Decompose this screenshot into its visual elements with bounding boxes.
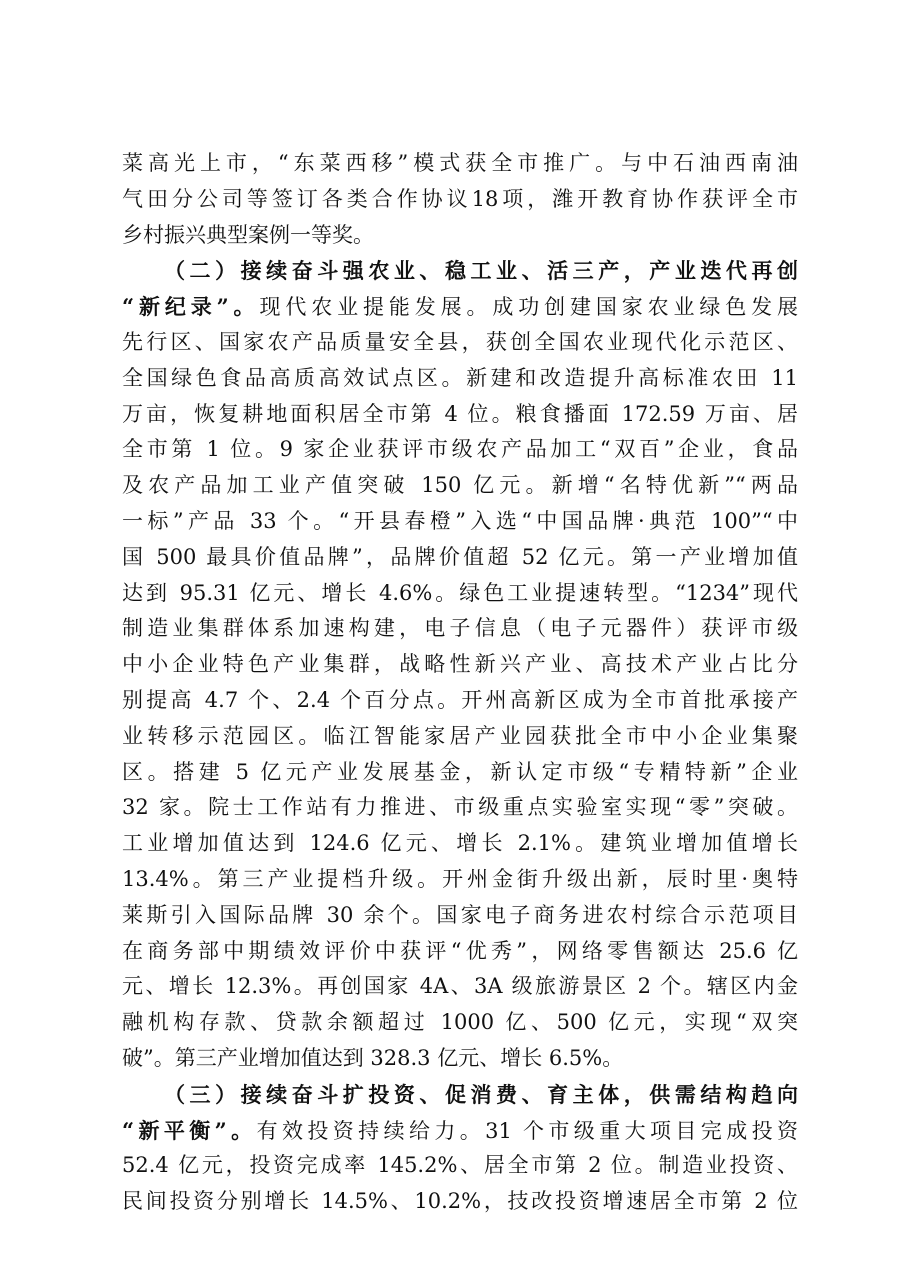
text-line: 区。搭建 5 亿元产业发展基金，新认定市级“专精特新”企业	[122, 759, 798, 784]
heading-line-with-text	[122, 289, 798, 325]
text-segment: 有效投资持续给力。31 个市级重大项目完成投资	[256, 1118, 798, 1143]
text-line: 民间投资分别增长 14.5%、10.2%，技改投资增速居全市第 2 位	[122, 1189, 798, 1214]
text-line: 达到 95.31 亿元、增长 4.6%。绿色工业提速转型。“1234”现代	[122, 580, 798, 605]
text-line: 13.4%。第三产业提档升级。开州金街升级出新，辰时里·奥特	[122, 866, 798, 891]
text-line: 万亩，恢复耕地面积居全市第 4 位。粮食播面 172.59 万亩、居	[122, 401, 798, 426]
paragraph	[122, 253, 798, 1076]
text-line: 在商务部中期绩效评价中获评“优秀”，网络零售额达 25.6 亿	[122, 938, 798, 963]
text-line: 元、增长 12.3%。再创国家 4A、3A 级旅游景区 2 个。辖区内金	[122, 974, 798, 999]
text-line: 中小企业特色产业集群，战略性新兴产业、高技术产业占比分	[122, 652, 798, 677]
text-line: 及农产品加工业产值突破 150 亿元。新增“名特优新”“两品	[122, 473, 798, 498]
paragraph	[122, 1077, 798, 1220]
text-line: 工业增加值达到 124.6 亿元、增长 2.1%。建筑业增加值增长	[122, 831, 798, 856]
text-line: 破”。第三产业增加值达到 328.3 亿元、增长 6.5%。	[122, 1045, 624, 1070]
text-line: 气田分公司等签订各类合作协议18项，潍开教育协作获评全市	[122, 186, 798, 211]
text-line: 全国绿色食品高质高效试点区。新建和改造提升高标准农田 11	[122, 365, 798, 390]
document-page	[122, 146, 798, 1220]
text-line: 制造业集群体系加速构建，电子信息（电子元器件）获评市级	[122, 616, 798, 641]
text-line: 融机构存款、贷款余额超过 1000 亿、500 亿元，实现“双突	[122, 1010, 798, 1035]
text-line: 业转移示范园区。临江智能家居产业园获批全市中小企业集聚	[122, 723, 798, 748]
text-line: 莱斯引入国际品牌 30 余个。国家电子商务进农村综合示范项目	[122, 902, 798, 927]
text-line: 国 500 最具价值品牌”，品牌价值超 52 亿元。第一产业增加值	[122, 544, 798, 569]
paragraph	[122, 146, 798, 253]
section-heading: “新纪录”。	[122, 294, 260, 320]
text-line: 先行区、国家农产品质量安全县，获创全国农业现代化示范区、	[122, 329, 798, 354]
section-heading: （三）接续奋斗扩投资、促消费、育主体，供需结构趋向	[164, 1081, 798, 1107]
text-segment: 现代农业提能发展。成功创建国家农业绿色发展	[259, 295, 798, 320]
text-line: 32 家。院士工作站有力推进、市级重点实验室实现“零”突破。	[122, 795, 798, 820]
text-line: 菜高光上市，“东菜西移”模式获全市推广。与中石油西南油	[122, 151, 798, 175]
text-line: 一标”产品 33 个。“开县春橙”入选“中国品牌·典范 100”“中	[122, 508, 798, 533]
text-line: 别提高 4.7 个、2.4 个百分点。开州高新区成为全市首批承接产	[122, 687, 798, 712]
text-line: 全市第 1 位。9 家企业获评市级农产品加工“双百”企业，食品	[122, 437, 798, 462]
heading-line-with-text	[122, 1113, 798, 1149]
section-heading: “新平衡”。	[122, 1117, 257, 1143]
text-line: 乡村振兴典型案例一等奖。	[122, 222, 374, 247]
text-line: 52.4 亿元，投资完成率 145.2%、居全市第 2 位。制造业投资、	[122, 1153, 798, 1178]
section-heading: （二）接续奋斗强农业、稳工业、活三产，产业迭代再创	[164, 258, 798, 284]
